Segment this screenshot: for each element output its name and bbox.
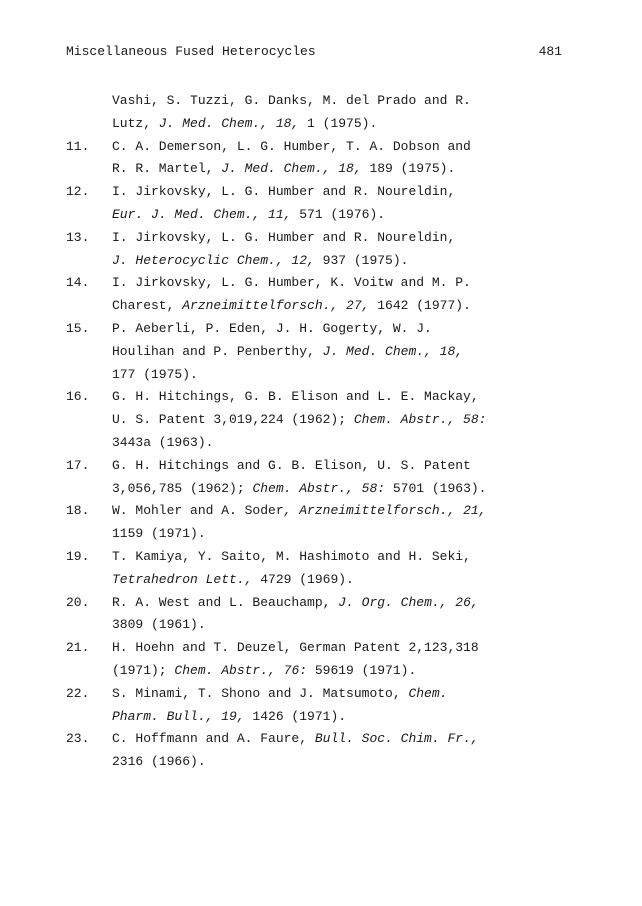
reference-line bbox=[66, 458, 566, 481]
reference-text bbox=[112, 230, 455, 246]
reference-line bbox=[66, 549, 566, 572]
reference-number: 22. bbox=[66, 685, 90, 701]
reference-number: 18. bbox=[66, 503, 90, 519]
citation-text: I. Jirkovsky, L. G. Humber and R. Noureldin, bbox=[112, 229, 456, 245]
reference-text bbox=[112, 686, 447, 702]
citation-text: 4729 (1969). bbox=[252, 571, 354, 587]
citation-text: C. Hoffmann and A. Faure, bbox=[112, 731, 315, 747]
reference-line bbox=[66, 754, 566, 777]
citation-text: 59619 (1971). bbox=[307, 662, 417, 678]
reference-text bbox=[112, 754, 206, 770]
reference-line bbox=[66, 389, 566, 412]
reference-line bbox=[66, 526, 566, 549]
reference-line bbox=[66, 731, 566, 754]
reference-line bbox=[66, 93, 566, 116]
citation-text: W. Mohler and A. Soder bbox=[112, 503, 284, 519]
reference-text bbox=[112, 389, 479, 405]
reference-number: 17. bbox=[66, 457, 90, 473]
reference-number: 13. bbox=[66, 229, 90, 245]
citation-italic: J. Med. Chem., 18, bbox=[158, 115, 300, 131]
reference-line bbox=[66, 709, 566, 732]
reference-line bbox=[66, 161, 566, 184]
reference-text bbox=[112, 116, 377, 132]
citation-italic: , Arzneimittelforsch., 21, bbox=[283, 503, 487, 519]
reference-text bbox=[112, 367, 198, 383]
reference-text bbox=[112, 139, 471, 155]
reference-text bbox=[112, 595, 479, 611]
reference-text bbox=[112, 275, 471, 291]
reference-line bbox=[66, 184, 566, 207]
reference-line bbox=[66, 686, 566, 709]
reference-text bbox=[112, 207, 385, 223]
reference-line bbox=[66, 617, 566, 640]
citation-text: Charest, bbox=[112, 298, 183, 314]
citation-text: Lutz, bbox=[112, 115, 159, 131]
citation-text: 2316 (1966). bbox=[112, 754, 206, 770]
reference-number: 19. bbox=[66, 548, 90, 564]
reference-text bbox=[112, 640, 479, 656]
reference-number: 14. bbox=[66, 275, 90, 291]
reference-text bbox=[112, 572, 354, 588]
citation-text: S. Minami, T. Shono and J. Matsumoto, bbox=[112, 685, 409, 701]
citation-text: U. S. Patent 3,019,224 (1962); bbox=[112, 412, 354, 428]
reference-line bbox=[66, 275, 566, 298]
reference-line bbox=[66, 253, 566, 276]
citation-text: Houlihan and P. Penberthy, bbox=[112, 343, 323, 359]
citation-text: 1159 (1971). bbox=[112, 526, 206, 542]
citation-italic: Chem. bbox=[408, 685, 448, 701]
reference-line bbox=[66, 116, 566, 139]
reference-text bbox=[112, 549, 471, 565]
reference-line bbox=[66, 663, 566, 686]
citation-italic: Bull. Soc. Chim. Fr., bbox=[314, 731, 479, 747]
reference-number: 15. bbox=[66, 320, 90, 336]
reference-number: 12. bbox=[66, 184, 90, 200]
reference-text bbox=[112, 435, 213, 451]
citation-italic: Chem. Abstr., 58: bbox=[353, 412, 487, 428]
citation-text: G. H. Hitchings and G. B. Elison, U. S. Patent bbox=[112, 457, 471, 473]
citation-text: 571 (1976). bbox=[291, 206, 386, 222]
citation-text: I. Jirkovsky, L. G. Humber, K. Voitw and M. P. bbox=[112, 275, 471, 291]
reference-line bbox=[66, 640, 566, 663]
citation-text: 3443a (1963). bbox=[112, 434, 214, 450]
reference-text bbox=[112, 93, 471, 109]
reference-text bbox=[112, 503, 486, 519]
citation-italic: J. Med. Chem., 18, bbox=[221, 161, 362, 177]
citation-text: G. H. Hitchings, G. B. Elison and L. E. Mackay, bbox=[112, 389, 479, 405]
reference-text bbox=[112, 481, 486, 497]
citation-italic: Chem. Abstr., 76: bbox=[174, 662, 308, 678]
reference-line bbox=[66, 595, 566, 618]
reference-text bbox=[112, 184, 455, 200]
reference-text bbox=[112, 709, 346, 725]
citation-text: (1971); bbox=[112, 662, 175, 678]
reference-text bbox=[112, 526, 206, 542]
reference-line bbox=[66, 572, 566, 595]
reference-line bbox=[66, 367, 566, 390]
reference-number: 11. bbox=[66, 138, 90, 154]
citation-text: Vashi, S. Tuzzi, G. Danks, M. del Prado and R. bbox=[112, 93, 471, 108]
reference-list bbox=[66, 93, 566, 777]
reference-text bbox=[112, 298, 471, 314]
reference-line bbox=[66, 230, 566, 253]
citation-text: 3809 (1961). bbox=[112, 617, 206, 633]
citation-text: H. Hoehn and T. Deuzel, German Patent 2,123,318 bbox=[112, 640, 479, 656]
citation-italic: Tetrahedron Lett., bbox=[112, 571, 253, 587]
citation-text: T. Kamiya, Y. Saito, M. Hashimoto and H. Seki, bbox=[112, 548, 471, 564]
reference-line bbox=[66, 481, 566, 504]
reference-text bbox=[112, 344, 463, 360]
reference-line bbox=[66, 207, 566, 230]
reference-line bbox=[66, 503, 566, 526]
citation-text: R. A. West and L. Beauchamp, bbox=[112, 594, 339, 610]
reference-number: 21. bbox=[66, 640, 90, 656]
reference-line bbox=[66, 412, 566, 435]
citation-text: 937 (1975). bbox=[314, 252, 409, 268]
citation-italic: Chem. Abstr., 58: bbox=[252, 480, 386, 496]
reference-text bbox=[112, 617, 206, 633]
citation-italic: J. Org. Chem., 26, bbox=[338, 594, 479, 610]
reference-line bbox=[66, 344, 566, 367]
reference-text bbox=[112, 253, 408, 269]
page-number: 481 bbox=[538, 44, 562, 59]
citation-italic: J. Heterocyclic Chem., 12, bbox=[112, 252, 315, 268]
citation-text: R. R. Martel, bbox=[112, 161, 222, 177]
citation-italic: J. Med. Chem., 18, bbox=[322, 343, 464, 359]
reference-text bbox=[112, 663, 416, 679]
citation-text: I. Jirkovsky, L. G. Humber and R. Noureldin, bbox=[112, 184, 456, 200]
reference-text bbox=[112, 458, 471, 474]
citation-text: 1642 (1977). bbox=[369, 298, 471, 314]
running-header bbox=[66, 44, 562, 60]
citation-italic: Eur. J. Med. Chem., 11, bbox=[112, 206, 292, 222]
reference-text bbox=[112, 161, 455, 177]
reference-line bbox=[66, 321, 566, 344]
reference-number: 23. bbox=[66, 731, 90, 747]
reference-text bbox=[112, 412, 486, 428]
reference-number: 16. bbox=[66, 389, 90, 405]
reference-line bbox=[66, 139, 566, 162]
citation-text: C. A. Demerson, L. G. Humber, T. A. Dobson and bbox=[112, 138, 471, 154]
reference-text bbox=[112, 731, 479, 747]
reference-line bbox=[66, 435, 566, 458]
citation-text: 189 (1975). bbox=[361, 161, 456, 177]
citation-text: P. Aeberli, P. Eden, J. H. Gogerty, W. J. bbox=[112, 320, 432, 336]
citation-text: 177 (1975). bbox=[112, 366, 198, 382]
reference-line bbox=[66, 298, 566, 321]
citation-text: 5701 (1963). bbox=[385, 480, 487, 496]
citation-text: 1 (1975). bbox=[299, 115, 378, 131]
citation-italic: Pharm. Bull., 19, bbox=[112, 708, 245, 724]
running-title: Miscellaneous Fused Heterocycles bbox=[66, 44, 316, 59]
citation-text: 3,056,785 (1962); bbox=[112, 480, 253, 496]
reference-number: 20. bbox=[66, 594, 90, 610]
citation-italic: Arzneimittelforsch., 27, bbox=[182, 298, 370, 314]
citation-text: 1426 (1971). bbox=[244, 708, 347, 724]
reference-text bbox=[112, 321, 432, 337]
